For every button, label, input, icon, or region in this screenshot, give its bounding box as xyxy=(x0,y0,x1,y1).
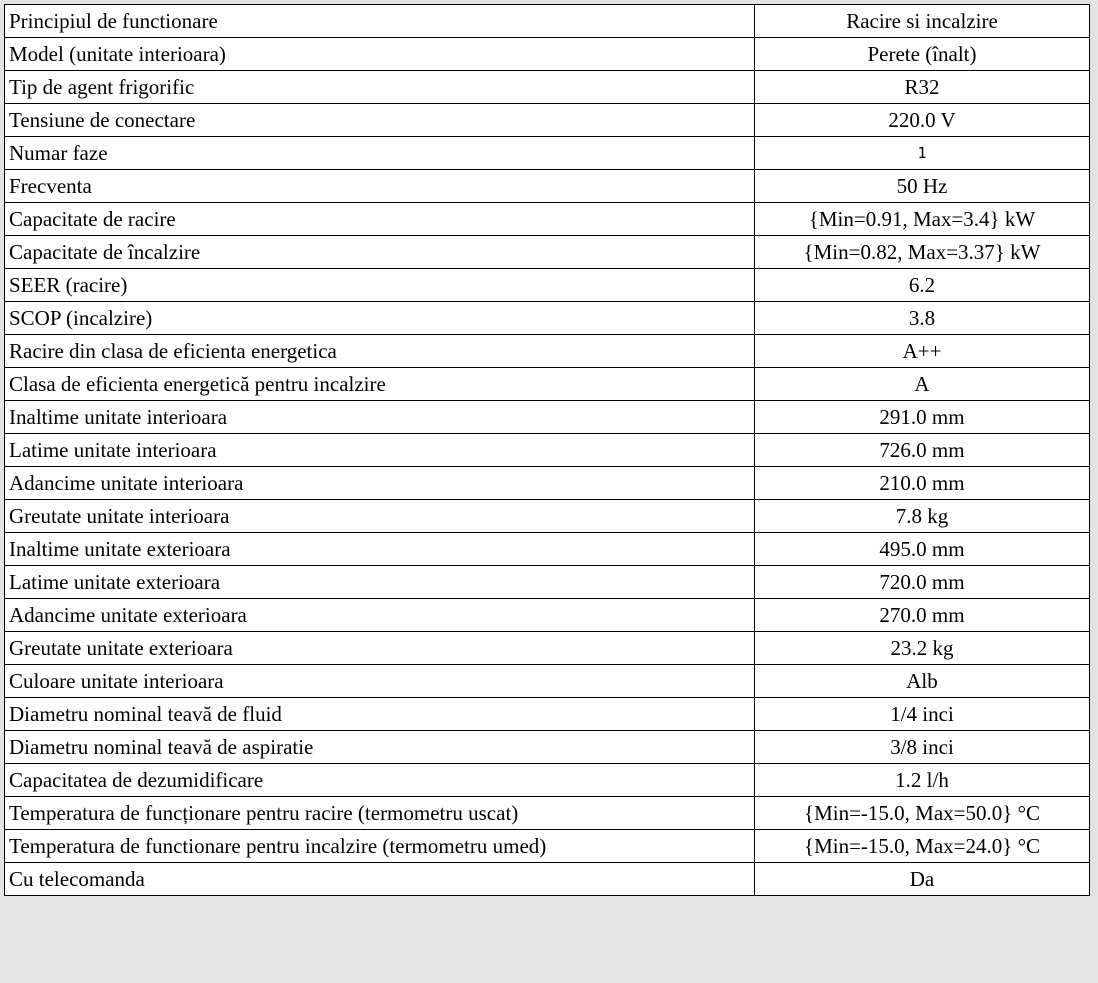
spec-value-cell[interactable]: 23.2 kg xyxy=(755,632,1090,665)
spec-label-cell[interactable]: Clasa de eficienta energetică pentru incalzire xyxy=(5,368,755,401)
spec-value-cell[interactable]: {Min=0.91, Max=3.4} kW xyxy=(755,203,1090,236)
spec-value-cell[interactable]: 270.0 mm xyxy=(755,599,1090,632)
table-row xyxy=(5,665,1090,698)
spec-label-cell[interactable]: Temperatura de functionare pentru incalzire (termometru umed) xyxy=(5,830,755,863)
table-row xyxy=(5,71,1090,104)
spec-value-cell[interactable]: 495.0 mm xyxy=(755,533,1090,566)
spec-label-cell[interactable]: Adancime unitate interioara xyxy=(5,467,755,500)
table-row xyxy=(5,401,1090,434)
spec-value-cell[interactable]: 720.0 mm xyxy=(755,566,1090,599)
spec-label-cell[interactable]: Latime unitate exterioara xyxy=(5,566,755,599)
spec-value-cell[interactable]: 1.2 l/h xyxy=(755,764,1090,797)
table-row xyxy=(5,203,1090,236)
table-row xyxy=(5,533,1090,566)
spec-label-cell[interactable]: Numar faze xyxy=(5,137,755,170)
spec-label-cell[interactable]: Temperatura de funcționare pentru racire (termometru uscat) xyxy=(5,797,755,830)
spec-value-cell[interactable]: R32 xyxy=(755,71,1090,104)
spec-value-cell[interactable]: 7.8 kg xyxy=(755,500,1090,533)
spec-label-cell[interactable]: Inaltime unitate interioara xyxy=(5,401,755,434)
table-row xyxy=(5,731,1090,764)
table-row xyxy=(5,566,1090,599)
spec-label-cell[interactable]: Cu telecomanda xyxy=(5,863,755,896)
spec-label-cell[interactable]: Model (unitate interioara) xyxy=(5,38,755,71)
spec-label-cell[interactable]: Diametru nominal teavă de fluid xyxy=(5,698,755,731)
spec-label-cell[interactable]: Tensiune de conectare xyxy=(5,104,755,137)
table-row xyxy=(5,698,1090,731)
spec-value-cell[interactable]: 1/4 inci xyxy=(755,698,1090,731)
table-row xyxy=(5,302,1090,335)
table-row xyxy=(5,830,1090,863)
specifications-table-body xyxy=(5,5,1090,896)
spec-label-cell[interactable]: Tip de agent frigorific xyxy=(5,71,755,104)
spec-value-cell[interactable]: 6.2 xyxy=(755,269,1090,302)
table-row xyxy=(5,335,1090,368)
spec-value-cell[interactable]: 726.0 mm xyxy=(755,434,1090,467)
spec-value-cell[interactable]: 3/8 inci xyxy=(755,731,1090,764)
spec-label-cell[interactable]: Capacitatea de dezumidificare xyxy=(5,764,755,797)
specifications-table xyxy=(4,4,1090,896)
table-row xyxy=(5,368,1090,401)
table-row xyxy=(5,236,1090,269)
table-row xyxy=(5,632,1090,665)
spec-value-cell[interactable]: A xyxy=(755,368,1090,401)
spec-label-cell[interactable]: Capacitate de racire xyxy=(5,203,755,236)
table-row xyxy=(5,863,1090,896)
spec-value-cell[interactable]: 291.0 mm xyxy=(755,401,1090,434)
spec-value-cell[interactable]: 3.8 xyxy=(755,302,1090,335)
table-row xyxy=(5,797,1090,830)
spec-value-cell[interactable]: 220.0 V xyxy=(755,104,1090,137)
spec-value-cell[interactable]: {Min=0.82, Max=3.37} kW xyxy=(755,236,1090,269)
table-row xyxy=(5,38,1090,71)
spec-value-cell[interactable]: 50 Hz xyxy=(755,170,1090,203)
spec-value-cell[interactable]: Perete (înalt) xyxy=(755,38,1090,71)
table-row xyxy=(5,5,1090,38)
spec-value-cell[interactable]: {Min=-15.0, Max=50.0} °C xyxy=(755,797,1090,830)
table-row xyxy=(5,104,1090,137)
spec-label-cell[interactable]: SCOP (incalzire) xyxy=(5,302,755,335)
spec-label-cell[interactable]: Racire din clasa de eficienta energetica xyxy=(5,335,755,368)
table-row xyxy=(5,434,1090,467)
spec-label-cell[interactable]: Frecventa xyxy=(5,170,755,203)
table-row xyxy=(5,500,1090,533)
spec-value-cell[interactable]: Racire si incalzire xyxy=(755,5,1090,38)
spec-label-cell[interactable]: Adancime unitate exterioara xyxy=(5,599,755,632)
spec-value-cell[interactable]: Alb xyxy=(755,665,1090,698)
spec-value-cell[interactable]: {Min=-15.0, Max=24.0} °C xyxy=(755,830,1090,863)
spec-label-cell[interactable]: Latime unitate interioara xyxy=(5,434,755,467)
spec-value-cell[interactable]: A++ xyxy=(755,335,1090,368)
spec-label-cell[interactable]: Diametru nominal teavă de aspiratie xyxy=(5,731,755,764)
spec-value-cell[interactable]: 210.0 mm xyxy=(755,467,1090,500)
spec-label-cell[interactable]: Inaltime unitate exterioara xyxy=(5,533,755,566)
table-row xyxy=(5,170,1090,203)
spec-label-cell[interactable]: Capacitate de încalzire xyxy=(5,236,755,269)
spec-value-cell[interactable]: 1 xyxy=(755,137,1090,170)
spec-label-cell[interactable]: SEER (racire) xyxy=(5,269,755,302)
table-row xyxy=(5,764,1090,797)
spec-label-cell[interactable]: Greutate unitate exterioara xyxy=(5,632,755,665)
table-row xyxy=(5,137,1090,170)
spec-value-cell[interactable]: Da xyxy=(755,863,1090,896)
spec-label-cell[interactable]: Principiul de functionare xyxy=(5,5,755,38)
table-row xyxy=(5,467,1090,500)
spec-label-cell[interactable]: Culoare unitate interioara xyxy=(5,665,755,698)
spec-label-cell[interactable]: Greutate unitate interioara xyxy=(5,500,755,533)
table-row xyxy=(5,599,1090,632)
table-row xyxy=(5,269,1090,302)
